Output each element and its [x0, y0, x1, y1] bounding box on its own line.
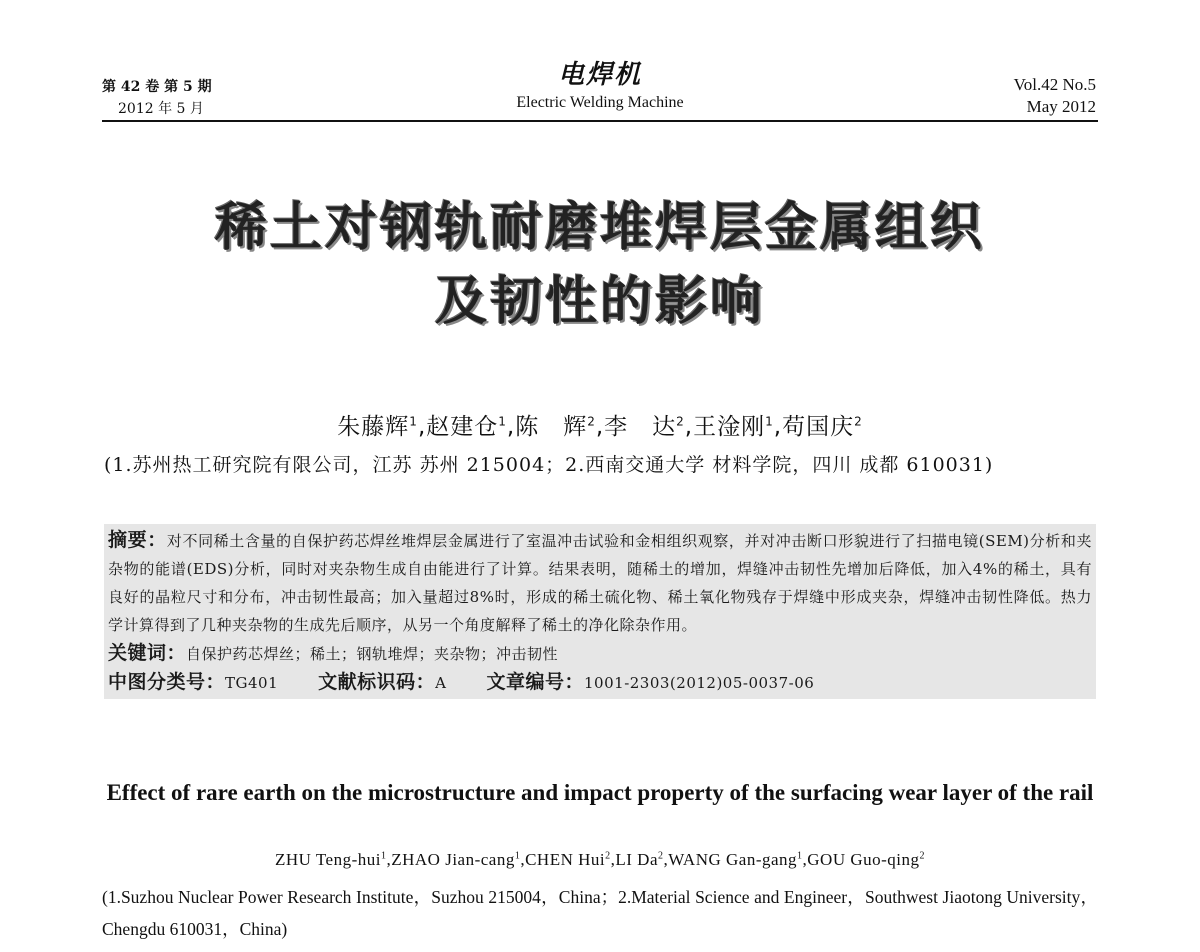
author-en: WANG Gan-gang [668, 850, 798, 869]
keywords-text: 自保护药芯焊丝；稀土；钢轨堆焊；夹杂物；冲击韧性 [186, 645, 559, 663]
english-title: Effect of rare earth on the microstructure and impact property of the surfacing wear layer of the rail [106, 780, 1094, 805]
affiliation-en: (1.Suzhou Nuclear Power Research Institute，Suzhou 215004，China；2.Material Science and Engineer，Southwest Jiaotong University，Chengdu 610031，China) [102, 887, 1098, 939]
keywords-line [108, 639, 1092, 668]
date-en: May 2012 [1026, 97, 1096, 116]
author-en: LI Da [615, 850, 658, 869]
journal-masthead [400, 58, 800, 114]
author-aff: 1 [765, 414, 774, 429]
article-no-label: 文章编号： [486, 671, 585, 693]
author-en-aff: 2 [658, 850, 664, 862]
abstract-label: 摘要： [108, 529, 167, 551]
author-en-aff: 1 [380, 850, 387, 862]
paper-title-line2: 及韧性的影响 [434, 272, 765, 332]
author-en-aff: 1 [797, 850, 803, 862]
volume-no-en: Vol.42 No.5 [1013, 75, 1096, 94]
doc-code-label: 文献标识码： [318, 671, 436, 693]
author-en: GOU Guo-qing [807, 850, 920, 869]
journal-name-en: Electric Welding Machine [516, 94, 684, 111]
author-en: ZHAO Jian-cang [391, 850, 515, 869]
paper-title-line1: 稀土对钢轨耐磨堆焊层金属组织 [214, 198, 985, 258]
doc-code-value: A [435, 674, 447, 692]
clc-item [108, 668, 278, 697]
author-aff: 2 [676, 414, 685, 429]
author: 陈 辉 [515, 414, 588, 440]
clc-label: 中图分类号： [108, 671, 226, 693]
issue-date: 2012 年 5 月 [118, 101, 204, 117]
author-aff: 2 [854, 414, 863, 429]
volume-issue: 第 42 卷 第 5 期 [102, 79, 212, 95]
author-list: 朱藤辉$^1$,赵建仓$^1$,陈 辉$^2$,李 达$^2$,王淦刚$^1$,苟国庆$^2$ [337, 414, 863, 440]
author: 朱藤辉 [337, 414, 410, 440]
author-aff: 2 [587, 414, 596, 429]
author: 赵建仓 [426, 414, 499, 440]
author-en: CHEN Hui [525, 850, 606, 869]
author: 李 达 [604, 414, 677, 440]
header-divider [102, 120, 1098, 122]
abstract-text: 对不同稀土含量的自保护药芯焊丝堆焊层金属进行了室温冲击试验和金相组织观察，并对冲击断口形貌进行了扫描电镜(SEM)分析和夹杂物的能谱(EDS)分析，同时对夹杂物生成自由能进行了计算。结果表明，随稀土的增加，焊缝冲击韧性先增加后降低，加入4%的稀土，具有良好的晶粒尺寸和分布，冲击韧性最高；加入量超过8%时，形成的稀土硫化物、稀土氧化物残存于焊缝中形成夹杂，焊缝冲击韧性降低。热力学计算得到了几种夹杂物的生成先后顺序，从另一个角度解释了稀土的净化除杂作用。 [108, 532, 1092, 634]
doc-code-item [318, 668, 446, 697]
author-en-aff: 2 [605, 850, 611, 862]
affiliation-cn: (1.苏州热工研究院有限公司，江苏 苏州 215004；2.西南交通大学 材料学院，四川 成都 610031) [104, 454, 994, 476]
article-no-value: 1001-2303(2012)05-0037-06 [584, 674, 815, 692]
author-aff: 1 [409, 414, 418, 429]
classification-row [108, 668, 1092, 697]
author: 苟国庆 [782, 414, 855, 440]
author: 王淦刚 [693, 414, 766, 440]
keywords-label: 关键词： [108, 642, 187, 664]
author-aff: 1 [498, 414, 507, 429]
journal-logo-cn: 电焊机 [557, 60, 642, 90]
clc-value: TG401 [225, 674, 279, 692]
article-no-item [487, 668, 815, 697]
journal-volume-info [102, 76, 212, 120]
abstract-paragraph [108, 526, 1092, 639]
journal-volume-en [1014, 74, 1096, 118]
english-author-list: ZHU Teng-hui$^1$,ZHAO Jian-cang$^1$,CHEN Hui$^2$,LI Da$^2$,WANG Gan-gang$^1$,GOU Guo-qing$^2$ [274, 850, 926, 869]
author-en-aff: 2 [919, 850, 926, 862]
abstract-block [104, 524, 1096, 699]
author-en: ZHU Teng-hui [274, 850, 381, 869]
author-en-aff: 1 [514, 850, 521, 862]
